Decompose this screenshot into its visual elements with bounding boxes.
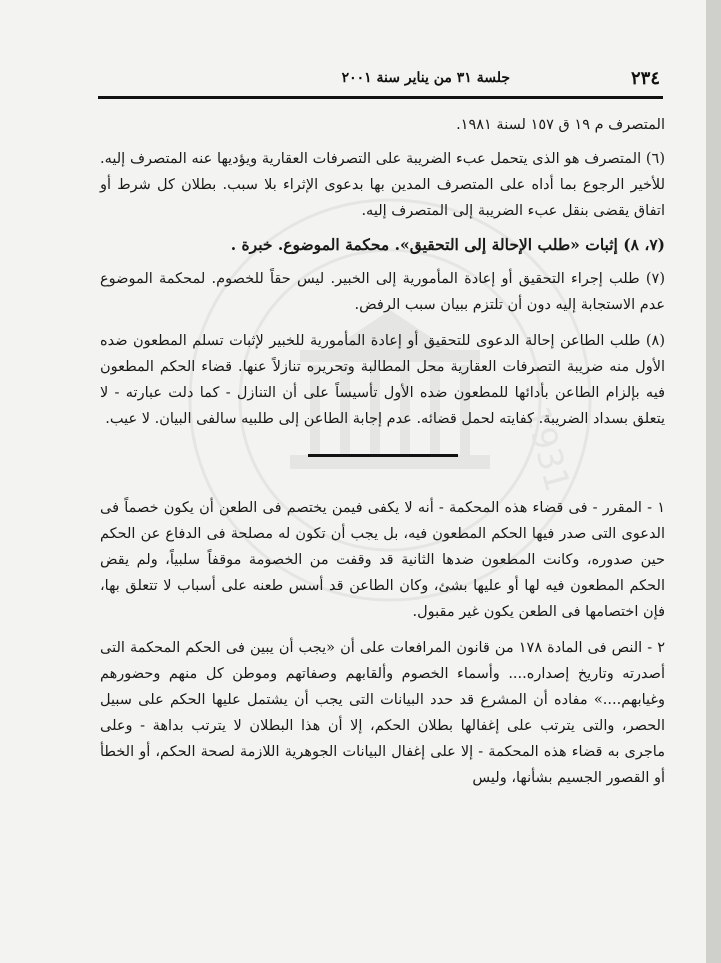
paragraph-6: (٦) المتصرف هو الذى يتحمل عبء الضريبة على التصرفات العقارية ويؤديها عنه المتصرف إليه. للأخير الرجوع بما أداه على المتصرف المدين بها بدعوى الإثراء بلا سبب. بطلان كل شرط أو اتفاق يقضى بنقل عبء الضريبة إلى المتصرف إليه. [100, 151, 665, 219]
paragraph-8: (٨) طلب الطاعن إحالة الدعوى للتحقيق أو إعادة المأمورية للخبير لإثبات تسلم المطعون ضده الأول منه ضريبة التصرفات العقارية محل المطالبة وتحريره تنازلاً عنها. قضاء الحكم المطعون فيه بإلزام الطاعن بأدائها للمطعون ضده الأول تأسيساً على أن التنازل - كما دلت عبارته - لا يتعلق بسداد الضريبة. كفايته لحمل قضائه. عدم إجابة الطاعن إلى طلبيه سالفى البيان. لا عيب. [100, 333, 665, 427]
page-edge [706, 0, 721, 963]
page-number: ٢٣٤ [630, 68, 660, 89]
ruling-2: ٢ - النص فى المادة ١٧٨ من قانون المرافعات على أن «يجب أن يبين فى الحكم المحكمة التى أصدرته وتاريخ إصداره.... وأسماء الخصوم وألقابهم وصفاتهم وموطن كل منهم وحضورهم وغيابهم....» مفاده أن المشرع قد حدد البيانات التى يجب أن يشتمل عليها الحكم على سبيل الحصر، والتى يترتب على إغفالها بطلان الحكم، إلا أن هذا البطلان لا يترتب بداهة - وعلى ماجرى به قضاء هذه المحكمة - إلا على إغفال البيانات الجوهرية اللازمة لصحة الحكم، أو الخطأ أو القصور الجسيم بشأنها، وليس [100, 640, 665, 786]
session-date: جلسة ٣١ من يناير سنة ٢٠٠١ [341, 70, 510, 86]
paragraph-7: (٧) طلب إجراء التحقيق أو إعادة المأمورية إلى الخبير. ليس حقاً للخصوم. لمحكمة الموضوع عدم الاستجابة إليه دون أن تلتزم ببيان سبب الرفض. [100, 271, 665, 313]
ruling-1: ١ - المقرر - فى قضاء هذه المحكمة - أنه لا يكفى فيمن يختصم فى الطعن أن يكون خصماً فى الدعوى التى صدر فيها الحكم المطعون فيه، بل يجب أن تكون له مصلحة فى الدفاع عن الحكم حين صدوره، وكانت المطعون ضدها الثانية قد وقفت من الخصومة موقفاً سلبياً، ولم يقض الحكم المطعون فيه لها أو عليها بشئ، وكان الطاعن قد أسس طعنه على أسباب لا تتعلق بها، فإن اختصامها فى الطعن يكون غير مقبول. [100, 500, 665, 620]
document-body [100, 112, 665, 791]
paragraph-intro: المتصرف م ١٩ ق ١٥٧ لسنة ١٩٨١. [456, 117, 665, 133]
section-divider [308, 454, 458, 457]
page-header [100, 68, 660, 90]
heading-7-8: (٧، ٨) إثبات «طلب الإحالة إلى التحقيق». محكمة الموضوع. خبرة . [230, 235, 665, 254]
watermark-year: 1931 [516, 401, 578, 496]
header-rule [98, 96, 663, 99]
